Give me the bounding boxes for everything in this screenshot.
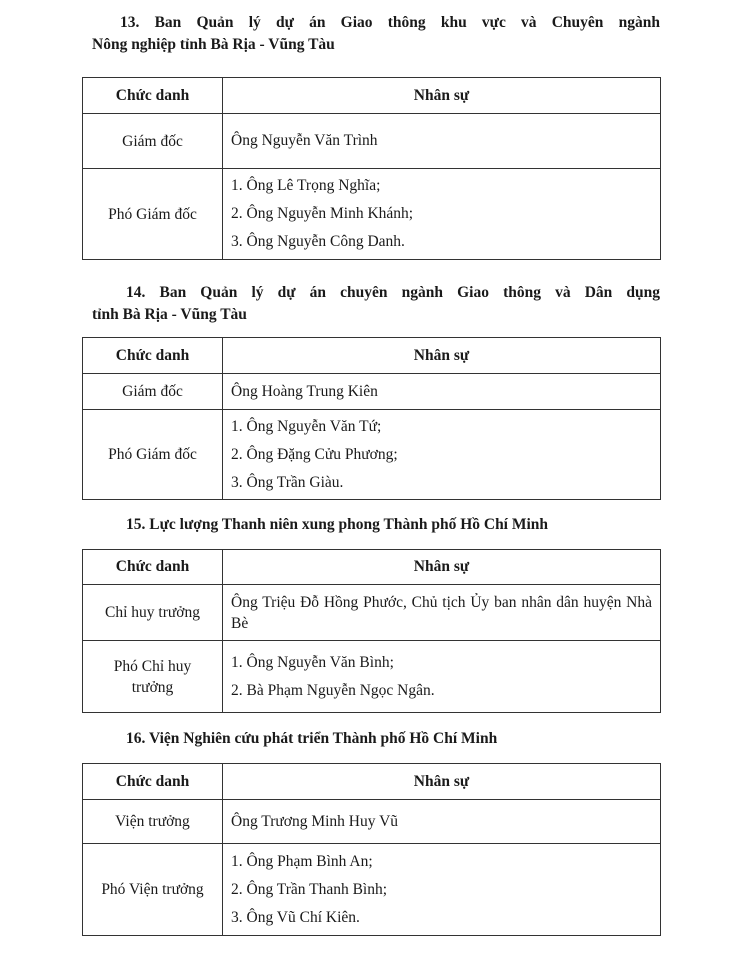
table-row <box>83 844 661 936</box>
staff-cell <box>223 410 661 500</box>
column-header-staff: Nhân sự <box>223 78 661 114</box>
staff-list-item: 2. Ông Trần Thanh Bình; <box>231 880 388 898</box>
column-header-role: Chức danh <box>83 550 223 585</box>
staff-cell <box>223 641 661 713</box>
column-header-role: Chức danh <box>83 78 223 114</box>
table-header-row <box>83 764 661 800</box>
section-16-table <box>82 763 661 936</box>
staff-list-item: 1. Ông Nguyễn Văn Tứ; <box>231 417 382 435</box>
staff-cell: Ông Hoàng Trung Kiên <box>223 374 661 410</box>
role-cell: Giám đốc <box>83 374 223 410</box>
table-row <box>83 410 661 500</box>
section-13-table <box>82 77 661 260</box>
staff-list-item: 1. Ông Lê Trọng Nghĩa; <box>231 177 381 194</box>
section-13-heading-line1: 13. Ban Quản lý dự án Giao thông khu vực và Chuyên ngành <box>120 14 660 31</box>
staff-cell <box>223 844 661 936</box>
section-15-heading <box>126 514 548 536</box>
section-13-heading-line2: Nông nghiệp tỉnh Bà Rịa - Vũng Tàu <box>92 36 335 53</box>
table-header-row <box>83 338 661 374</box>
role-cell: Phó Giám đốc <box>83 169 223 260</box>
section-15-heading-text: 15. Lực lượng Thanh niên xung phong Thành phố Hồ Chí Minh <box>126 516 549 533</box>
staff-list-item: 1. Ông Phạm Bình An; <box>231 852 373 870</box>
role-cell: Phó Giám đốc <box>83 410 223 500</box>
role-text: Phó Chỉ huy trưởng <box>113 657 192 696</box>
section-15-table <box>82 549 661 713</box>
staff-list-item: 2. Ông Đặng Cửu Phương; <box>231 445 398 463</box>
column-header-staff: Nhân sự <box>223 338 661 374</box>
table-row <box>83 641 661 713</box>
table-row <box>83 374 661 410</box>
role-cell: Giám đốc <box>83 114 223 169</box>
role-cell: Phó Viện trưởng <box>83 844 223 936</box>
table-row <box>83 169 661 260</box>
staff-list-item: 2. Ông Nguyễn Minh Khánh; <box>231 205 414 222</box>
section-14-heading <box>92 282 660 326</box>
column-header-role: Chức danh <box>83 338 223 374</box>
table-header-row <box>83 550 661 585</box>
staff-list-item: 2. Bà Phạm Nguyễn Ngọc Ngân. <box>231 681 435 699</box>
column-header-staff: Nhân sự <box>223 764 661 800</box>
column-header-role: Chức danh <box>83 764 223 800</box>
staff-cell: Ông Nguyễn Văn Trình <box>223 114 661 169</box>
section-13-heading <box>92 12 660 56</box>
table-row <box>83 585 661 641</box>
staff-list-item: 3. Ông Vũ Chí Kiên. <box>231 908 360 926</box>
staff-cell: Ông Triệu Đỗ Hồng Phước, Chủ tịch Ủy ban nhân dân huyện Nhà Bè <box>223 585 661 641</box>
staff-list-item: 3. Ông Nguyễn Công Danh. <box>231 233 405 250</box>
section-14-heading-line1: 14. Ban Quản lý dự án chuyên ngành Giao thông và Dân dụng <box>126 284 660 301</box>
table-header-row <box>83 78 661 114</box>
staff-list-item: 1. Ông Nguyễn Văn Bình; <box>231 653 394 671</box>
table-row <box>83 114 661 169</box>
staff-cell <box>223 169 661 260</box>
section-14-heading-line2: tỉnh Bà Rịa - Vũng Tàu <box>92 306 247 323</box>
section-14-table <box>82 337 661 500</box>
section-16-heading <box>126 728 497 750</box>
role-cell <box>83 641 223 713</box>
table-row <box>83 800 661 844</box>
role-cell: Chỉ huy trưởng <box>83 585 223 641</box>
staff-list-item: 3. Ông Trần Giàu. <box>231 473 344 491</box>
role-cell: Viện trưởng <box>83 800 223 844</box>
section-16-heading-text: 16. Viện Nghiên cứu phát triển Thành phố Hồ Chí Minh <box>126 730 498 747</box>
staff-cell: Ông Trương Minh Huy Vũ <box>223 800 661 844</box>
column-header-staff: Nhân sự <box>223 550 661 585</box>
